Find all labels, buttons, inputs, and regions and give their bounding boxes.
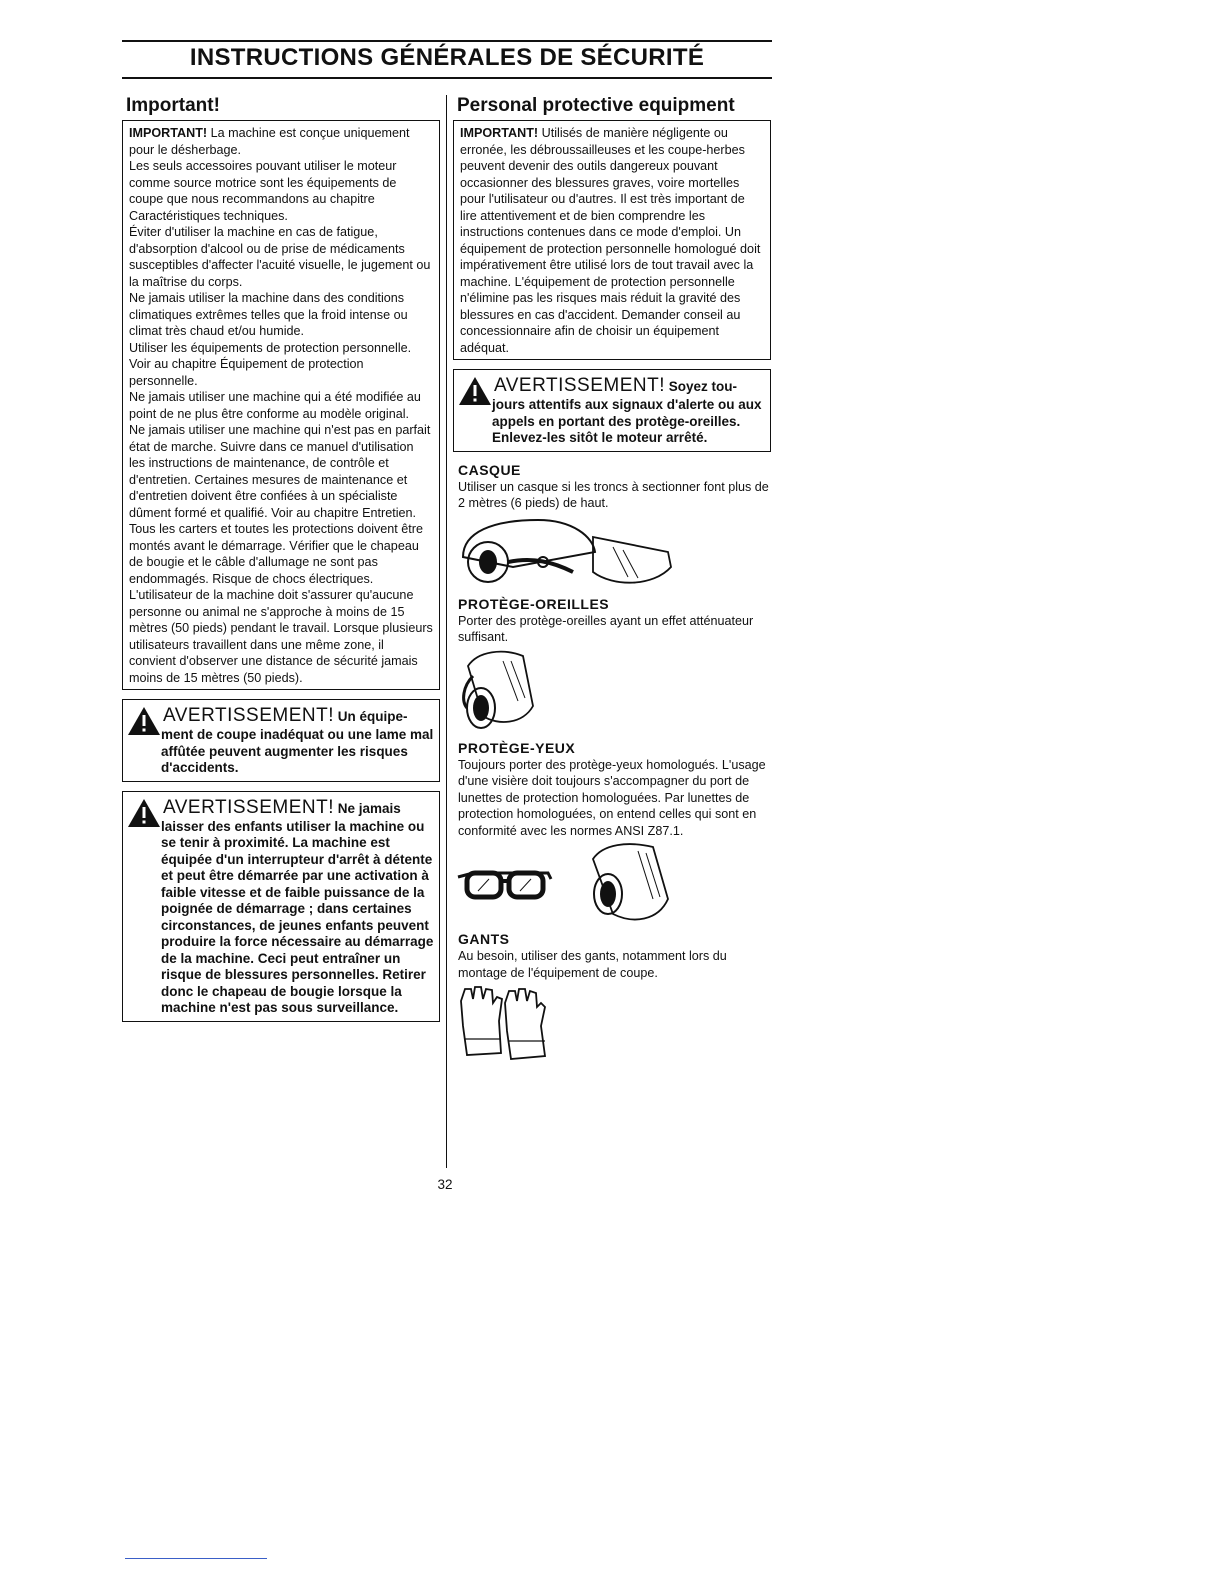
important-paragraph: Utiliser les équipements de protection personnelle. Voir au chapitre Équipement de protection personnelle. bbox=[129, 340, 412, 388]
warning-first-line bbox=[494, 375, 766, 397]
warning-heading: AVERTISSEMENT! bbox=[163, 796, 334, 818]
warning-triangle-icon bbox=[458, 376, 492, 406]
important-paragraph: Ne jamais utiliser une machine qui a été modifiée au point de ne plus être conforme au modèle original. bbox=[129, 390, 421, 421]
important-paragraph: Éviter d'utiliser la machine en cas de fatigue, d'absorption d'alcool ou de prise de médicaments susceptibles d'affecter l'acuité visuelle, le jugement ou la maîtrise du corps. bbox=[129, 225, 431, 289]
important-paragraph: Ne jamais utiliser la machine dans des conditions climatiques extrêmes telles que la froid intense ou climat très chaud et/ou humide. bbox=[129, 291, 408, 338]
helmet-illustration bbox=[453, 512, 771, 592]
right-column bbox=[453, 95, 771, 1066]
page-title: INSTRUCTIONS GÉNÉRALES DE SÉCURITÉ bbox=[189, 44, 705, 71]
warning-first-line bbox=[163, 705, 435, 727]
important-paragraph: L'utilisateur de la machine doit s'assurer qu'aucune personne ou animal ne s'approche à moins de 15 mètres (50 pieds) pendant le travail. Lorsque plusieurs utilisateurs travaillent dans une même zone, il convient d'observer une distance de sécurité jamais moins de 15 mètres (50 pieds). bbox=[129, 588, 433, 685]
important-intro bbox=[129, 125, 433, 158]
ppe-heading: Personal protective equipment bbox=[457, 95, 735, 116]
eye-protection-illustration bbox=[453, 839, 771, 929]
ppe-intro-text: Utilisés de manière négligente ou erronée, les débroussailleuses et les coupe-herbes peuvent devenir des outils dangereux pouvant occasionner des blessures graves, voire mortelles pour l'utilisateur ou d'autres. Il est très important de lire attentivement et de bien comprendre les instructions contenues dans ce mode d'emploi. Un équipement de protection personnelle homologué doit impérativement être utilisé lors de tout travail avec la machine. L'équipement de protection personnelle n'élimine pas les risques mais réduit la gravité des blessures en cas d'accident. Demander conseil au concessionnaire afin de choisir un équipement adéquat. bbox=[460, 126, 761, 355]
warning-heading: AVERTISSEMENT! bbox=[163, 705, 334, 726]
protege-yeux-title: PROTÈGE-YEUX bbox=[458, 739, 576, 756]
warning-box-ear-protection bbox=[453, 369, 771, 452]
title-rule-bottom bbox=[122, 77, 772, 79]
warning-first-line bbox=[163, 797, 435, 819]
ppe-important-box bbox=[453, 120, 771, 360]
casque-title: CASQUE bbox=[458, 461, 521, 478]
left-column bbox=[122, 95, 440, 1022]
warning-text: laisser des enfants utiliser la machine ou se tenir à proximité. La machine est équipée d'un interrupteur d'arrêt à détente et peut être démarrée par une activation à faible vitesse et de faible puissance de la poignée de démarrage ; dans certaines circonstances, de jeunes enfants peuvent produire la force nécessaire au démarrage de la machine. Ceci peut entraîner un risque de blessures personnelles. Retirer donc le chapeau de bougie lorsque la machine n'est pas sous surveillance. bbox=[161, 818, 434, 1015]
warning-lead: Un équipe- bbox=[334, 709, 408, 724]
column-divider bbox=[446, 95, 447, 1168]
warning-triangle-icon bbox=[127, 706, 161, 736]
protege-oreilles-text: Porter des protège-oreilles ayant un effet atténuateur suffisant. bbox=[458, 613, 754, 644]
important-box bbox=[122, 120, 440, 690]
page-number: 32 bbox=[437, 1177, 453, 1192]
warning-heading: AVERTISSEMENT! bbox=[494, 375, 665, 396]
warning-text: jours attentifs aux signaux d'alerte ou aux appels en portant des protège-oreilles. Enlevez-les sitôt le moteur arrêté. bbox=[492, 397, 762, 445]
protege-oreilles-title: PROTÈGE-OREILLES bbox=[458, 595, 610, 612]
ear-protector-illustration bbox=[453, 646, 771, 738]
warning-box-children bbox=[122, 791, 440, 1022]
footer-line bbox=[125, 1558, 267, 1559]
gloves-illustration bbox=[453, 981, 771, 1066]
important-label: IMPORTANT! bbox=[460, 126, 539, 140]
important-paragraph: Tous les carters et toutes les protections doivent être montés avant le démarrage. Vérifier que le chapeau de bougie et le câble d'allumage ne sont pas endommagés. Risque de chocs électriques. bbox=[129, 522, 424, 586]
warning-lead: Soyez tou- bbox=[665, 379, 738, 394]
warning-triangle-icon bbox=[127, 798, 161, 828]
warning-box-cutting-equipment bbox=[122, 699, 440, 782]
title-rule-top bbox=[122, 40, 772, 42]
important-intro-text: La machine est conçue uniquement pour le désherbage. bbox=[129, 126, 410, 157]
protege-yeux-text: Toujours porter des protège-yeux homologués. L'usage d'une visière doit toujours s'accompagner du port de lunettes de protection homologuées. Par lunettes de protection homologuées, on entend celles qui sont en conformité avec les normes ANSI Z87.1. bbox=[458, 757, 766, 838]
important-paragraph: Les seuls accessoires pouvant utiliser le moteur comme source motrice sont les équipements de coupe que nous recommandons au chapitre Caractéristiques techniques. bbox=[129, 159, 397, 223]
warning-lead: Ne jamais bbox=[334, 800, 401, 816]
warning-text: ment de coupe inadéquat ou une lame mal affûtée peuvent augmenter les risques d'accidents. bbox=[161, 727, 434, 775]
important-heading: Important! bbox=[126, 95, 220, 116]
ppe-important-text bbox=[460, 125, 764, 356]
casque-text: Utiliser un casque si les troncs à sectionner font plus de 2 mètres (6 pieds) de haut. bbox=[458, 479, 769, 510]
gants-title: GANTS bbox=[458, 931, 510, 947]
important-paragraph: Ne jamais utiliser une machine qui n'est pas en parfait état de marche. Suivre dans ce manuel d'utilisation les instructions de maintenance, de contrôle et d'entretien. Certaines mesures de maintenance et d'entretien doivent être confiées à un spécialiste dûment formé et qualifié. Voir au chapitre Entretien. bbox=[129, 423, 431, 520]
important-label: IMPORTANT! bbox=[129, 126, 208, 140]
gants-text: Au besoin, utiliser des gants, notamment lors du montage de l'équipement de coupe. bbox=[458, 949, 727, 980]
